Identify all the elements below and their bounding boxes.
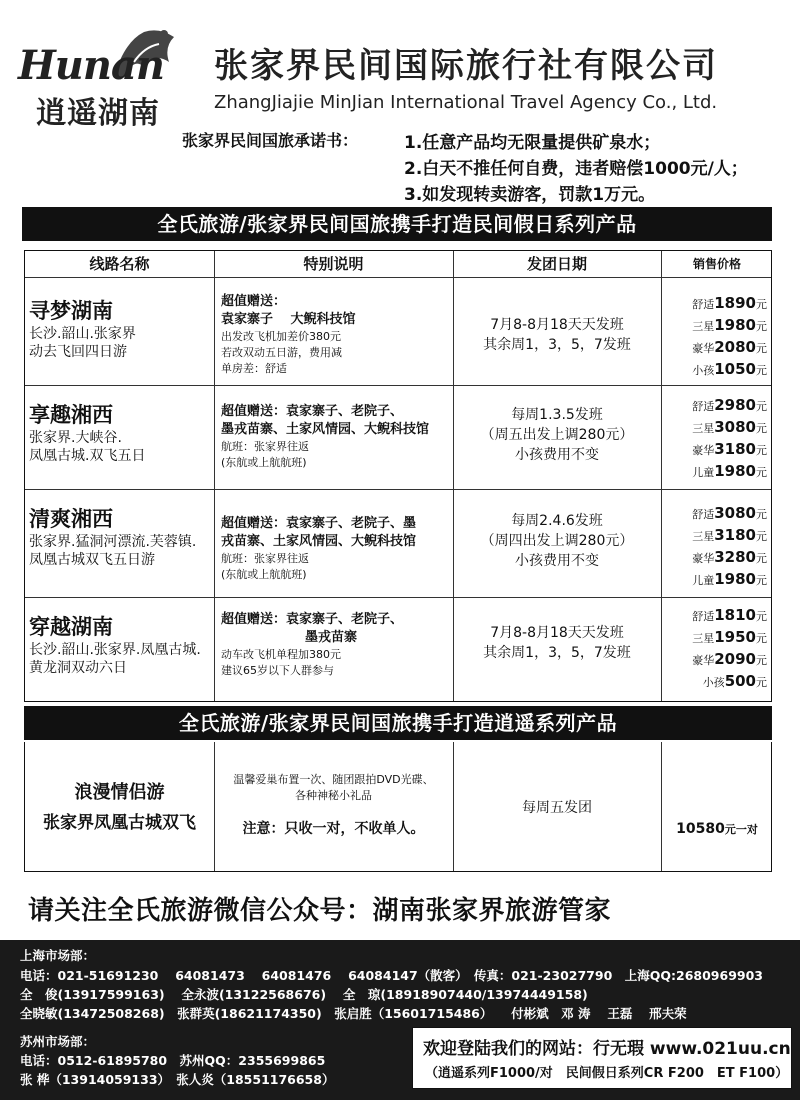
route-desc: 长沙.韶山.张家界	[29, 326, 136, 342]
promise-item: 1.任意产品均无限量提供矿泉水；	[404, 133, 661, 153]
spec-note: (东航或上航航班)	[221, 456, 307, 469]
website-link[interactable]: 欢迎登陆我们的网站：行无瑕 www.021uu.cn	[423, 1039, 791, 1059]
route-name: 穿越湖南	[29, 615, 113, 639]
row-divider	[25, 489, 771, 490]
header-route-name: 线路名称	[89, 255, 150, 273]
spec-note: 温馨爱巢布置一次、随团跟拍DVD光碟、	[233, 773, 434, 786]
spec-note: 航班：张家界往返	[221, 440, 309, 453]
shanghai-contacts-line: 全晓敏(13472508268) 张群英(18621174350) 张启胜（15601715486） 付彬斌 邓 涛 王磊 邢夫荣	[20, 1006, 687, 1021]
shanghai-phone-line: 电话：021-51691230 64081473 64081476 64084147（散客） 传真：021-23027790 上海QQ:2680969903	[20, 968, 763, 983]
spec-title: 袁家寨子 大鲵科技馆	[221, 312, 356, 327]
romance-notice: 注意：只收一对，不收单人。	[242, 821, 425, 837]
romance-date	[453, 798, 661, 818]
price-row: 舒适2980元	[692, 396, 767, 414]
spec-note: (东航或上航航班)	[221, 568, 307, 581]
logo-chinese: 逍遥湖南	[36, 96, 160, 131]
spec-title: 墨戎苗寨、土家风情园、大鲵科技馆	[221, 422, 430, 437]
table-row-4-prices	[661, 605, 767, 693]
route-desc: 动去飞回四日游	[29, 344, 127, 360]
shanghai-contacts-line: 全 俊(13917599163) 全永波(13122568676) 全 琼(18918907440/13974449158)	[20, 987, 588, 1002]
product-table	[24, 250, 772, 702]
table-row-3-route	[29, 503, 196, 569]
row-divider	[25, 385, 771, 386]
route-desc: 黄龙洞双动六日	[29, 660, 127, 676]
header-special-notes: 特别说明	[303, 255, 364, 273]
spec-title: 超值赠送：袁家寨子、老院子、	[221, 612, 404, 627]
row-divider	[25, 277, 771, 278]
header-price: 销售价格	[692, 257, 741, 271]
romance-price: 10580元一对	[676, 821, 758, 837]
date-text: 其余周1，3，5，7发班	[483, 645, 631, 661]
price-row: 三星3080元	[692, 418, 767, 436]
spec-note: 各种神秘小礼品	[295, 789, 372, 802]
header	[0, 0, 800, 131]
price-row: 小孩1050元	[692, 360, 767, 378]
column-divider	[214, 251, 215, 701]
spec-note: 航班：张家界往返	[221, 552, 309, 565]
route-desc: 长沙.韶山.张家界.凤凰古城.	[29, 642, 201, 658]
route-name: 浪漫情侣游	[74, 782, 165, 803]
website-box	[412, 1027, 792, 1089]
company-name-chinese: 张家界民间国际旅行社有限公司	[214, 46, 718, 86]
route-desc: 张家界.猛洞河漂流.芙蓉镇.	[29, 534, 197, 550]
banner-xiaoyao-series: 全氏旅游/张家界民间国旅携手打造逍遥系列产品	[24, 706, 772, 740]
date-text: （周四出发上调280元）	[480, 533, 634, 549]
price-row: 儿童1980元	[692, 570, 767, 588]
company-name-english: ZhangJiajie MinJian International Travel Agency Co., Ltd.	[214, 92, 718, 113]
logo-script: Hunan	[18, 42, 164, 89]
romance-spec	[214, 772, 453, 838]
table-row-1-spec	[221, 293, 356, 377]
table-row-4-route	[29, 611, 201, 677]
route-name: 张家界凤凰古城双飞	[43, 813, 196, 833]
spec-title: 超值赠送：	[221, 294, 287, 309]
spec-title: 墨戎苗寨	[305, 630, 358, 645]
route-name: 清爽湘西	[29, 507, 113, 531]
spec-title: 戎苗寨、土家风情园、大鲵科技馆	[221, 534, 417, 549]
romance-table	[24, 742, 772, 872]
route-desc: 凤凰古城.双飞五日	[29, 448, 146, 464]
website-sub: （逍遥系列F1000/对 民间假日系列CR F200 ET F100）	[425, 1066, 789, 1081]
table-row-1-route	[29, 295, 136, 361]
row-divider	[25, 597, 771, 598]
date-text: 小孩费用不变	[515, 447, 599, 463]
table-row-2-spec	[221, 403, 429, 471]
date-text: 其余周1，3，5，7发班	[483, 337, 631, 353]
price-row: 豪华3180元	[692, 440, 767, 458]
date-text: 7月8-8月18天天发班	[490, 317, 624, 333]
price-row: 舒适1810元	[692, 606, 767, 624]
table-row-2-prices	[661, 395, 767, 483]
spec-note: 出发改飞机加差价380元	[221, 330, 341, 343]
date-text: 7月8-8月18天天发班	[490, 625, 624, 641]
banner-holiday-series: 全氏旅游/张家界民间国旅携手打造民间假日系列产品	[22, 207, 772, 241]
header-departure-dates: 发团日期	[526, 255, 587, 273]
price-row: 三星1950元	[692, 628, 767, 646]
spec-note: 动车改飞机单程加380元	[221, 648, 341, 661]
column-divider	[661, 742, 662, 871]
route-desc: 凤凰古城双飞五日游	[29, 552, 155, 568]
date-text: 每周五发团	[522, 800, 592, 816]
suzhou-title: 苏州市场部：	[20, 1034, 96, 1049]
promise-label: 张家界民间国旅承诺书：	[182, 131, 359, 150]
table-row-2-dates	[453, 405, 661, 465]
table-row-4-spec	[221, 611, 403, 679]
table-row-3-prices	[661, 503, 767, 591]
route-name: 享趣湘西	[29, 403, 113, 427]
route-desc: 张家界.大峡谷.	[29, 430, 122, 446]
shanghai-title: 上海市场部：	[20, 948, 96, 963]
price-row: 豪华2080元	[692, 338, 767, 356]
spec-note: 若改双动五日游，费用减	[221, 346, 342, 359]
romance-route	[25, 778, 214, 838]
table-row-2-route	[29, 399, 145, 465]
date-text: 每周2.4.6发班	[511, 513, 603, 529]
spec-title: 超值赠送：袁家寨子、老院子、	[221, 404, 404, 419]
table-row-3-spec	[221, 515, 416, 583]
price-row: 舒适3080元	[692, 504, 767, 522]
spec-note: 建议65岁以下人群参与	[221, 664, 334, 677]
logo	[14, 22, 184, 131]
date-text: （周五出发上调280元）	[480, 427, 634, 443]
price-row: 小孩500元	[702, 672, 767, 690]
price-row: 儿童1980元	[692, 462, 767, 480]
table-row-4-dates	[453, 623, 661, 663]
suzhou-phone-line: 电话：0512-61895780 苏州QQ：2355699865	[20, 1053, 326, 1068]
footer-contacts	[0, 940, 800, 1100]
date-text: 小孩费用不变	[515, 553, 599, 569]
promise-item: 3.如发现转卖游客，罚款1万元。	[404, 185, 656, 205]
price-row: 舒适1890元	[692, 294, 767, 312]
route-name: 寻梦湖南	[29, 299, 113, 323]
table-row-3-dates	[453, 511, 661, 571]
price-row: 三星3180元	[692, 526, 767, 544]
table-row-1-dates	[453, 315, 661, 355]
price-row: 豪华3280元	[692, 548, 767, 566]
date-text: 每周1.3.5发班	[511, 407, 603, 423]
price-row: 三星1980元	[692, 316, 767, 334]
table-row-1-prices	[661, 293, 767, 381]
spec-note: 单房差：舒适	[221, 362, 287, 375]
spec-title: 超值赠送：袁家寨子、老院子、墨	[221, 516, 417, 531]
wechat-follow-notice: 请关注全氏旅游微信公众号：湖南张家界旅游管家	[28, 896, 612, 926]
price-row: 豪华2090元	[692, 650, 767, 668]
promise-item: 2.白天不推任何自费，违者赔偿1000元/人；	[404, 159, 748, 179]
suzhou-contacts-line: 张 桦（13914059133） 张人炎（18551176658）	[20, 1072, 335, 1087]
